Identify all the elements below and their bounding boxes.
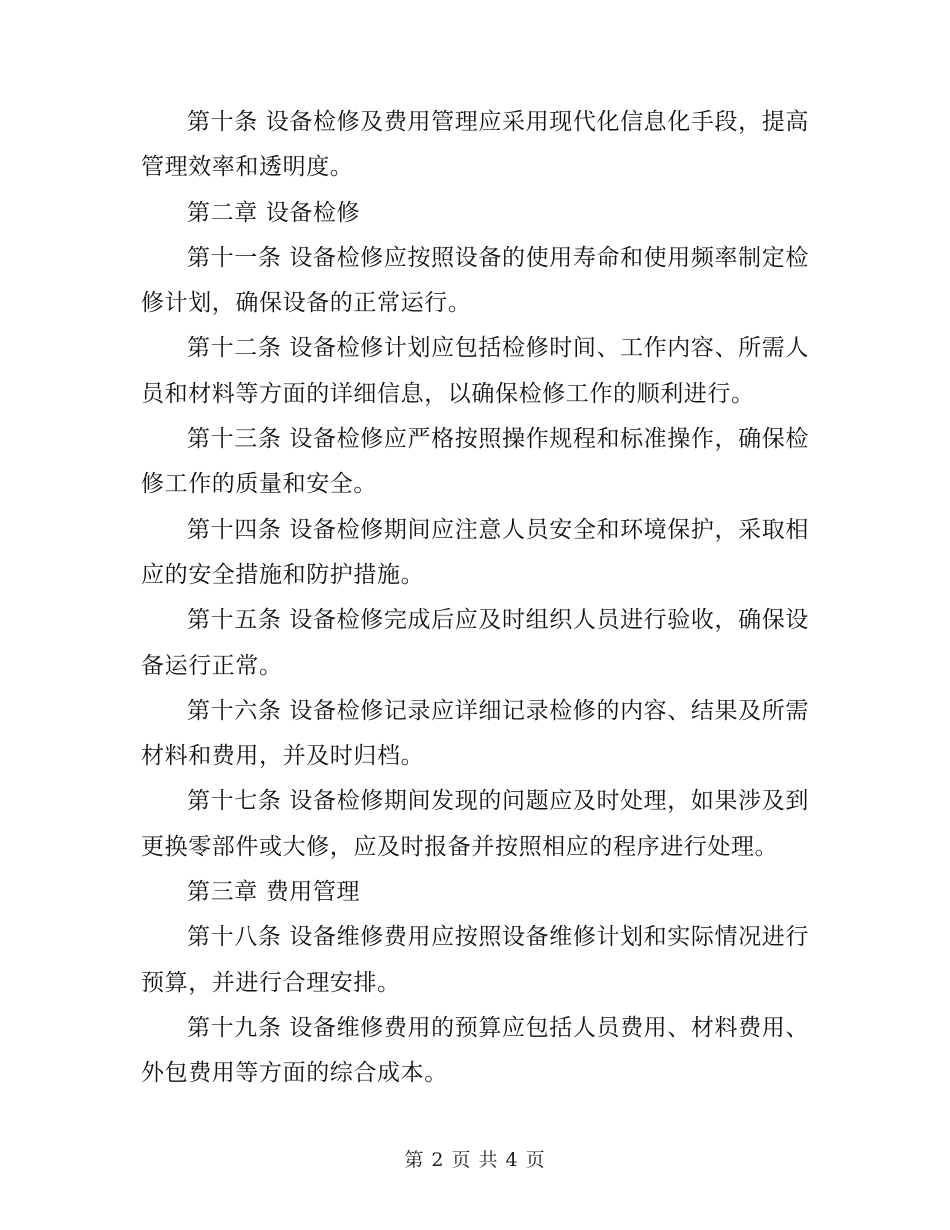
article-19: 第十九条 设备维修费用的预算应包括人员费用、材料费用、外包费用等方面的综合成本。 — [141, 1014, 809, 1087]
article-14: 第十四条 设备检修期间应注意人员安全和环境保护，采取相应的安全措施和防护措施。 — [141, 516, 809, 588]
chapter-2-heading: 第二章 设备检修 — [187, 199, 361, 226]
article-13: 第十三条 设备检修应严格按照操作规程和标准操作，确保检修工作的质量和安全。 — [141, 426, 809, 498]
document-body — [141, 100, 809, 1097]
article-18: 第十八条 设备维修费用应按照设备维修计划和实际情况进行预算，并进行合理安排。 — [141, 924, 809, 996]
article-16: 第十六条 设备检修记录应详细记录检修的内容、结果及所需材料和费用，并及时归档。 — [141, 697, 809, 770]
chapter-3-heading: 第三章 费用管理 — [187, 879, 361, 906]
article-15: 第十五条 设备检修完成后应及时组织人员进行验收，确保设备运行正常。 — [141, 607, 809, 679]
article-17: 第十七条 设备检修期间发现的问题应及时处理，如果涉及到更换零部件或大修，应及时报备并按照相应的程序进行处理。 — [141, 788, 809, 860]
page-number-footer: 第 2 页 共 4 页 — [404, 1149, 546, 1171]
article-10: 第十条 设备检修及费用管理应采用现代化信息化手段，提高管理效率和透明度。 — [141, 109, 809, 181]
article-11: 第十一条 设备检修应按照设备的使用寿命和使用频率制定检修计划，确保设备的正常运行。 — [141, 244, 809, 317]
article-12: 第十二条 设备检修计划应包括检修时间、工作内容、所需人员和材料等方面的详细信息，以确保检修工作的顺利进行。 — [141, 335, 809, 407]
